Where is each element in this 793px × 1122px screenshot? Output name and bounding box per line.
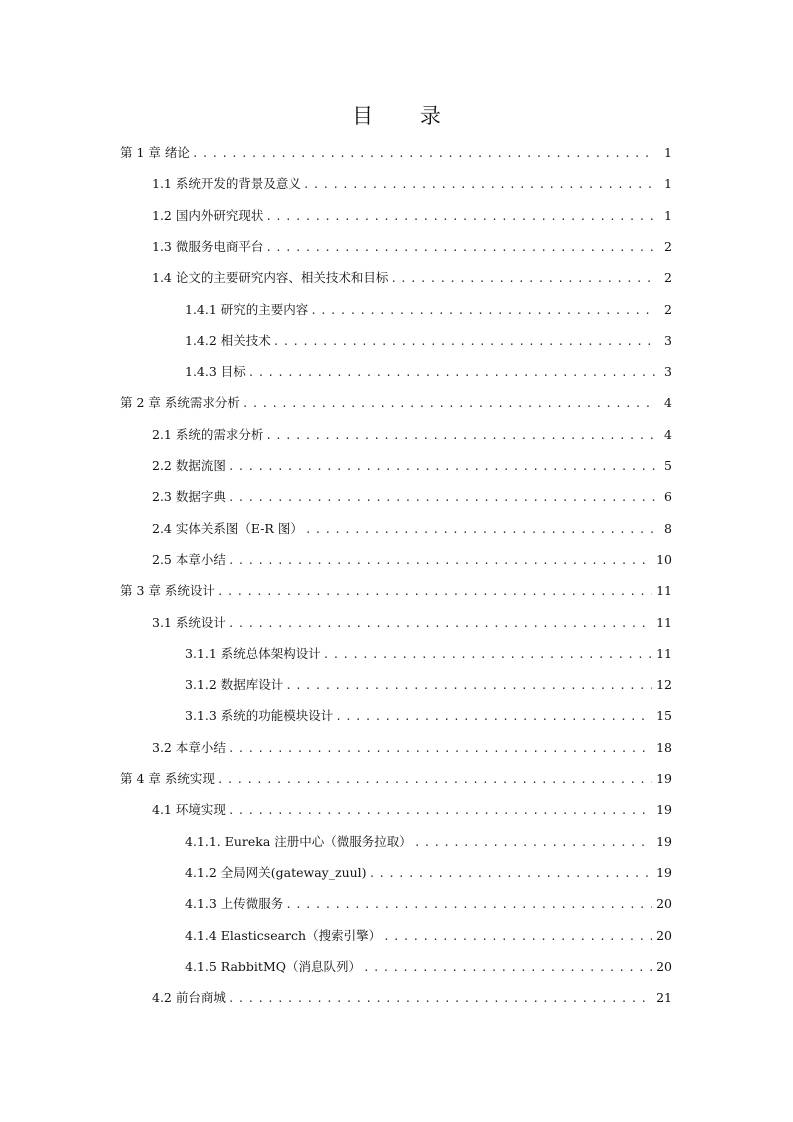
toc-leader-dots [192,143,656,165]
toc-entry-page-number: 20 [656,896,672,912]
toc-leader-dots [363,957,652,979]
toc-leader-dots [303,174,656,196]
toc-entry[interactable] [120,392,672,414]
toc-entry-page-number: 2 [664,301,672,317]
toc-entry[interactable] [185,705,672,727]
toc-entry-label: 4.1.4 Elasticsearch（搜索引擎） [185,927,382,943]
toc-entry[interactable] [120,768,672,790]
toc-entry[interactable] [152,486,672,508]
toc-leader-dots [335,706,652,728]
toc-entry-page-number: 21 [656,990,672,1006]
toc-entry-label: 3.1.2 数据库设计 [185,677,284,693]
toc-entry-label: 1.2 国内外研究现状 [152,207,264,223]
toc-entry-page-number: 2 [664,238,672,254]
toc-entry[interactable] [152,518,672,540]
toc-entry-label: 3.1.1 系统总体架构设计 [185,645,321,661]
toc-entry[interactable] [152,455,672,477]
toc-leader-dots [228,988,652,1010]
toc-entry-label: 2.5 本章小结 [152,551,226,567]
toc-entry[interactable] [185,956,672,978]
toc-entry-page-number: 19 [656,802,672,818]
toc-entry-label: 1.4 论文的主要研究内容、相关技术和目标 [152,270,389,286]
toc-leader-dots [265,206,656,228]
toc-entry[interactable] [152,737,672,759]
toc-entry-page-number: 11 [656,583,672,599]
toc-leader-dots [217,581,652,603]
toc-entry-page-number: 1 [664,145,672,160]
toc-leader-dots [285,675,652,697]
toc-entry-label: 2.2 数据流图 [152,458,226,473]
toc-entry[interactable] [185,299,672,321]
toc-entry-label: 第 3 章 系统设计 [120,583,215,599]
toc-leader-dots [285,894,652,916]
toc-leader-dots [265,425,656,447]
toc-entry-page-number: 20 [656,958,672,974]
toc-entry[interactable] [152,236,672,258]
toc-entry[interactable] [152,173,672,195]
toc-entry-page-number: 3 [664,332,672,348]
toc-entry[interactable] [185,831,672,853]
toc-leader-dots [273,331,656,353]
toc-entry-label: 2.1 系统的需求分析 [152,426,264,442]
toc-entry-label: 4.1.1. Eureka 注册中心（微服务拉取） [185,833,412,849]
toc-leader-dots [228,550,652,572]
toc-entry-label: 1.3 微服务电商平台 [152,238,264,254]
toc-leader-dots [383,926,652,948]
toc-entry-page-number: 18 [656,739,672,755]
toc-entry[interactable] [152,549,672,571]
toc-entry-page-number: 1 [664,207,672,223]
toc-entry-page-number: 12 [656,677,672,693]
toc-leader-dots [265,237,656,259]
toc-entry[interactable] [185,674,672,696]
toc-entry-label: 第 1 章 绪论 [120,145,190,160]
toc-entry-label: 1.4.1 研究的主要内容 [185,301,309,317]
toc-entry[interactable] [120,580,672,602]
toc-leader-dots [228,613,652,635]
toc-entry-label: 第 4 章 系统实现 [120,771,215,786]
toc-title: 目 录 [352,104,461,128]
toc-entry[interactable] [152,799,672,821]
toc-entry-page-number: 8 [664,520,672,536]
toc-entry-label: 3.1.3 系统的功能模块设计 [185,708,334,724]
toc-entry-label: 2.3 数据字典 [152,489,226,505]
toc-leader-dots [217,769,652,791]
toc-leader-dots [323,644,652,666]
toc-leader-dots [228,800,652,822]
toc-entry-label: 4.1.2 全局网关(gateway_zuul) [185,864,367,880]
toc-entry-page-number: 3 [664,364,672,380]
toc-entry-page-number: 6 [664,489,672,505]
toc-entry-label: 3.2 本章小结 [152,739,226,755]
toc-entry[interactable] [185,893,672,915]
toc-entry-page-number: 19 [656,771,672,786]
toc-entry-label: 4.2 前台商城 [152,990,226,1006]
toc-entry[interactable] [185,361,672,383]
toc-entry-label: 4.1.5 RabbitMQ（消息队列） [185,958,362,974]
toc-entry-page-number: 11 [656,614,672,630]
toc-leader-dots [310,300,656,322]
toc-entry-page-number: 10 [656,551,672,567]
toc-entry-label: 第 2 章 系统需求分析 [120,395,240,411]
toc-entry-page-number: 5 [664,458,672,473]
toc-leader-dots [228,738,652,760]
toc-leader-dots [305,519,656,541]
toc-entry[interactable] [152,987,672,1009]
toc-entry-page-number: 4 [664,426,672,442]
toc-entry-page-number: 11 [656,645,672,661]
toc-entry-page-number: 2 [664,270,672,286]
toc-entry[interactable] [152,424,672,446]
toc-entry-label: 1.4.2 相关技术 [185,332,271,348]
toc-leader-dots [242,393,656,415]
toc-entry-label: 1.4.3 目标 [185,364,246,380]
toc-entry[interactable] [185,862,672,884]
toc-entry[interactable] [152,267,672,289]
toc-entry-label: 1.1 系统开发的背景及意义 [152,176,301,192]
toc-entry-label: 4.1 环境实现 [152,802,226,818]
toc-leader-dots [390,268,656,290]
toc-entry[interactable] [152,205,672,227]
toc-entry-page-number: 1 [664,176,672,192]
toc-entry[interactable] [152,612,672,634]
toc-entry[interactable] [185,643,672,665]
toc-entry[interactable] [120,142,672,164]
toc-entry[interactable] [185,925,672,947]
toc-leader-dots [228,456,656,478]
toc-entry-label: 4.1.3 上传微服务 [185,896,284,912]
toc-entry-label: 3.1 系统设计 [152,614,226,630]
toc-entry-page-number: 19 [656,833,672,849]
toc-entry-label: 2.4 实体关系图（E-R 图） [152,520,303,536]
toc-entry-page-number: 19 [656,864,672,880]
toc-leader-dots [414,832,652,854]
toc-entry-page-number: 4 [664,395,672,411]
toc-entry-page-number: 15 [656,708,672,724]
toc-entry-page-number: 20 [656,927,672,943]
toc-leader-dots [248,362,656,384]
toc-leader-dots [369,863,653,885]
toc-leader-dots [228,487,656,509]
toc-entry[interactable] [185,330,672,352]
